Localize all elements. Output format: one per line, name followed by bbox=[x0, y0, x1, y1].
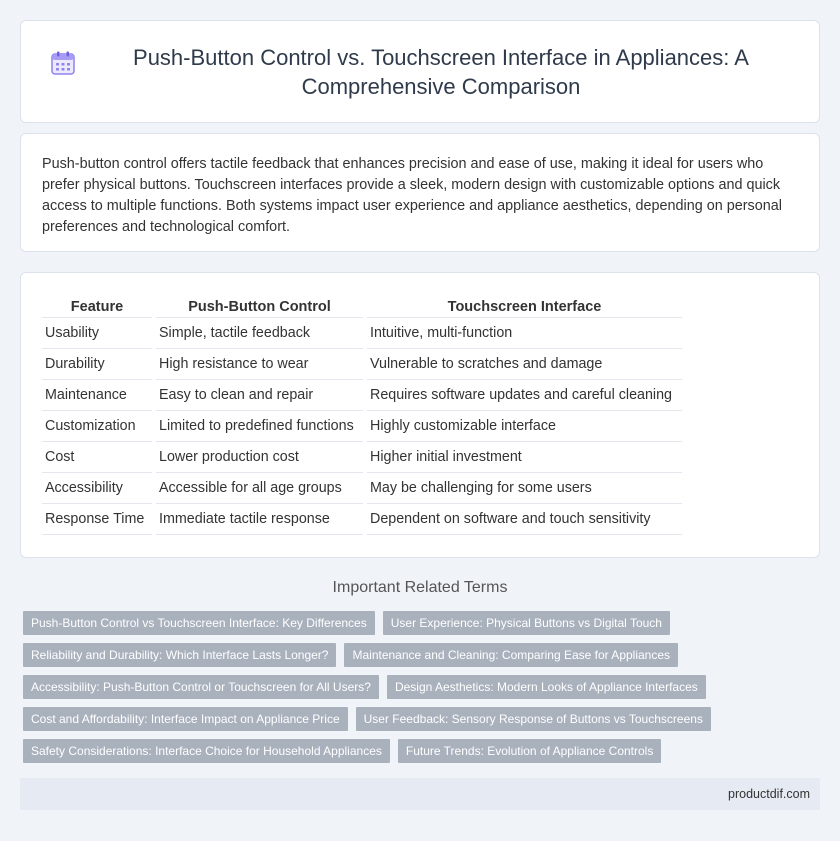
table-cell: Maintenance bbox=[42, 380, 152, 411]
table-cell: Accessible for all age groups bbox=[156, 473, 363, 504]
related-terms-list bbox=[23, 611, 823, 771]
tag-row bbox=[23, 643, 823, 667]
table-cell: Customization bbox=[42, 411, 152, 442]
footer-site-link[interactable]: productdif.com bbox=[728, 787, 810, 801]
summary-text: Push-button control offers tactile feedback that enhances precision and ease of use, making it ideal for users who prefer physical buttons. Touchscreen interfaces provide a sleek, modern design with customizable options and quick access to multiple functions. Both systems impact user experience and appliance aesthetics, depending on personal preferences and technological comfort. bbox=[42, 156, 782, 235]
table-row bbox=[42, 380, 682, 411]
related-term-tag[interactable]: Future Trends: Evolution of Appliance Controls bbox=[398, 739, 661, 763]
table-cell: Dependent on software and touch sensitivity bbox=[367, 504, 682, 535]
related-term-tag[interactable]: Reliability and Durability: Which Interface Lasts Longer? bbox=[23, 643, 336, 667]
table-cell: Usability bbox=[42, 318, 152, 349]
table-cell: Intuitive, multi-function bbox=[367, 318, 682, 349]
table-cell: Response Time bbox=[42, 504, 152, 535]
table-cell: Immediate tactile response bbox=[156, 504, 363, 535]
tag-row bbox=[23, 707, 823, 731]
related-term-tag[interactable]: Accessibility: Push-Button Control or Touchscreen for All Users? bbox=[23, 675, 379, 699]
table-cell: Requires software updates and careful cleaning bbox=[367, 380, 682, 411]
table-cell: High resistance to wear bbox=[156, 349, 363, 380]
related-term-tag[interactable]: Design Aesthetics: Modern Looks of Appliance Interfaces bbox=[387, 675, 706, 699]
table-cell: Lower production cost bbox=[156, 442, 363, 473]
calendar-icon bbox=[50, 50, 76, 76]
summary-card bbox=[20, 133, 820, 252]
page-title: Push-Button Control vs. Touchscreen Interface in Appliances: A Comprehensive Comparison bbox=[133, 44, 749, 99]
table-row bbox=[42, 504, 682, 535]
table-row bbox=[42, 318, 682, 349]
table-cell: Limited to predefined functions bbox=[156, 411, 363, 442]
table-cell: Vulnerable to scratches and damage bbox=[367, 349, 682, 380]
related-terms-heading: Important Related Terms bbox=[332, 579, 508, 596]
table-cell: Accessibility bbox=[42, 473, 152, 504]
table-row bbox=[42, 349, 682, 380]
related-term-tag[interactable]: User Experience: Physical Buttons vs Digital Touch bbox=[383, 611, 670, 635]
table-cell: Highly customizable interface bbox=[367, 411, 682, 442]
comparison-table bbox=[38, 295, 686, 535]
related-term-tag[interactable]: Safety Considerations: Interface Choice for Household Appliances bbox=[23, 739, 390, 763]
related-term-tag[interactable]: Cost and Affordability: Interface Impact on Appliance Price bbox=[23, 707, 348, 731]
related-term-tag[interactable]: Push-Button Control vs Touchscreen Interface: Key Differences bbox=[23, 611, 375, 635]
column-header-feature: Feature bbox=[42, 295, 152, 318]
title-wrap bbox=[50, 43, 790, 101]
tag-row bbox=[23, 611, 823, 635]
table-row bbox=[42, 473, 682, 504]
table-cell: Higher initial investment bbox=[367, 442, 682, 473]
table-cell: Simple, tactile feedback bbox=[156, 318, 363, 349]
tag-row bbox=[23, 739, 823, 763]
footer bbox=[20, 778, 820, 810]
comparison-table-card bbox=[20, 272, 820, 558]
column-header-push-button: Push-Button Control bbox=[156, 295, 363, 318]
related-term-tag[interactable]: User Feedback: Sensory Response of Buttons vs Touchscreens bbox=[356, 707, 711, 731]
table-cell: May be challenging for some users bbox=[367, 473, 682, 504]
table-cell: Easy to clean and repair bbox=[156, 380, 363, 411]
column-header-touchscreen: Touchscreen Interface bbox=[367, 295, 682, 318]
table-row bbox=[42, 411, 682, 442]
table-header-row bbox=[42, 295, 682, 318]
related-term-tag[interactable]: Maintenance and Cleaning: Comparing Ease for Appliances bbox=[344, 643, 678, 667]
table-cell: Durability bbox=[42, 349, 152, 380]
table-cell: Cost bbox=[42, 442, 152, 473]
table-row bbox=[42, 442, 682, 473]
header-card bbox=[20, 20, 820, 123]
tag-row bbox=[23, 675, 823, 699]
